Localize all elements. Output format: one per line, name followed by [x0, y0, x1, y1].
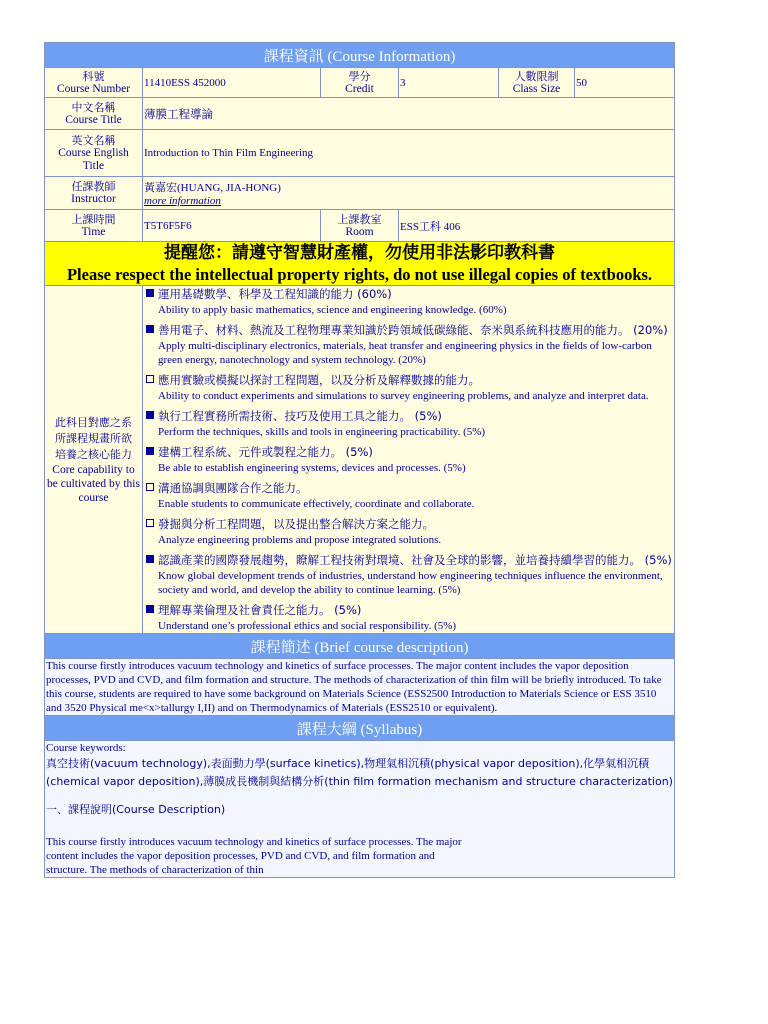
capability-item: 善用電子、材料、熱流及工程物理專業知識於跨領域低碳綠能、奈米與系統科技應用的能力。 (20%) Apply multi-disciplinary electronics, materials, heat transfer and engineering physics in the fields of low-carbon green energy, nanotechnology and system technology. (20%)	[144, 322, 673, 367]
course-title-label: 中文名稱 Course Title	[45, 98, 143, 130]
instructor-label: 任課教師 Instructor	[45, 177, 143, 210]
checkbox-icon	[146, 519, 154, 527]
time-label: 上課時間 Time	[45, 210, 143, 242]
instructor-name: 黃嘉宏(HUANG, JIA-HONG)	[144, 182, 281, 194]
room-label: 上課教室 Room	[321, 210, 399, 242]
checkbox-icon	[146, 411, 154, 419]
warning-zh: 提醒您：請遵守智慧財產權，勿使用非法影印教科書	[164, 243, 555, 263]
course-page	[44, 42, 674, 878]
course-english-title-value: Introduction to Thin Film Engineering	[143, 130, 675, 177]
course-title-value: 薄膜工程導論	[143, 98, 675, 130]
keywords-list: 真空技術(vacuum technology),表面動力學(surface kinetics),物理氣相沉積(physical vapor deposition),化學氣相沉積 (chemical vapor deposition),薄膜成長機制與結構分析(thin film formation mechanism and structure characterization)	[46, 757, 673, 788]
brief-description-header: 課程簡述 (Brief course description)	[45, 634, 675, 659]
checkbox-icon	[146, 447, 154, 455]
syllabus-body	[45, 741, 675, 878]
course-info-table	[44, 42, 675, 878]
checkbox-icon	[146, 325, 154, 333]
capability-list	[143, 286, 675, 634]
capability-item: 執行工程實務所需技術、技巧及使用工具之能力。 (5%) Perform the techniques, skills and tools in engineering practicability. (5%)	[144, 408, 673, 439]
time-value: T5T6F5F6	[143, 210, 321, 242]
checkbox-icon	[146, 605, 154, 613]
checkbox-icon	[146, 375, 154, 383]
capability-item: 理解專業倫理及社會責任之能力。 (5%) Understand one’s professional ethics and social responsibility. (5%)	[144, 602, 673, 633]
course-info-header: 課程資訊 (Course Information)	[45, 43, 675, 68]
course-description-paragraph: This course firstly introduces vacuum technology and kinetics of surface processes. The major content includes the vapor deposition processes, PVD and CVD, and film formation and structure. The methods of characterization of thin	[46, 836, 462, 876]
checkbox-icon	[146, 289, 154, 297]
more-information-link[interactable]: more information	[144, 195, 221, 207]
capability-item: 溝通協調與團隊合作之能力。 Enable students to communicate effectively, coordinate and collaborate.	[144, 480, 673, 511]
warning-en: Please respect the intellectual property rights, do not use illegal copies of textbooks.	[66, 265, 653, 284]
course-description-heading: 一、課程說明(Course Description)	[46, 803, 226, 816]
capability-item: 應用實驗或模擬以探討工程問題，以及分析及解釋數據的能力。 Ability to conduct experiments and simulations to survey engineering problems, and analyze and interpret data.	[144, 372, 673, 403]
room-value: ESS工科 406	[399, 210, 675, 242]
capability-item: 建構工程系統、元件或製程之能力。 (5%) Be able to establish engineering systems, devices and processes. (5%)	[144, 444, 673, 475]
capability-item: 認識產業的國際發展趨勢，瞭解工程技術對環境、社會及全球的影響，並培養持續學習的能力。 (5%) Know global development trends of industries, understand how engineering techniques influence the environment, society and world, and develop the ability to continue learning. (5%)	[144, 552, 673, 597]
copyright-warning	[45, 242, 675, 286]
credit-value: 3	[399, 68, 499, 98]
capability-item: 發掘與分析工程問題，以及提出整合解決方案之能力。 Analyze engineering problems and propose integrated solutions.	[144, 516, 673, 547]
course-number-label: 科號 Course Number	[45, 68, 143, 98]
instructor-value	[143, 177, 675, 210]
class-size-value: 50	[575, 68, 675, 98]
keywords-label: Course keywords:	[46, 742, 126, 754]
checkbox-icon	[146, 483, 154, 491]
syllabus-header: 課程大綱 (Syllabus)	[45, 716, 675, 741]
capability-label: 此科目對應之系 所課程規畫所欲 培養之核心能力 Core capability to be cultivated by this course	[45, 286, 143, 634]
credit-label: 學分 Credit	[321, 68, 399, 98]
brief-description-text: This course firstly introduces vacuum technology and kinetics of surface processes. The major content includes the vapor deposition processes, PVD and CVD, and film formation and structure. The methods of characterization of thin film will be briefly introduced. To take this course, students are required to have some background on Materials Science (ESS2500 Introduction to Materials Science or ESS 3510 and 3520 Physical me<x>tallurgy I,II) and on Thermodynamics of Materials (ESS2510 or equivalent).	[45, 659, 675, 716]
course-number-value: 11410ESS 452000	[143, 68, 321, 98]
course-english-title-label: 英文名稱 Course English Title	[45, 130, 143, 177]
checkbox-icon	[146, 555, 154, 563]
class-size-label: 人數限制 Class Size	[499, 68, 575, 98]
capability-item: 運用基礎數學、科學及工程知識的能力 (60%) Ability to apply basic mathematics, science and engineering knowledge. (60%)	[144, 286, 673, 317]
